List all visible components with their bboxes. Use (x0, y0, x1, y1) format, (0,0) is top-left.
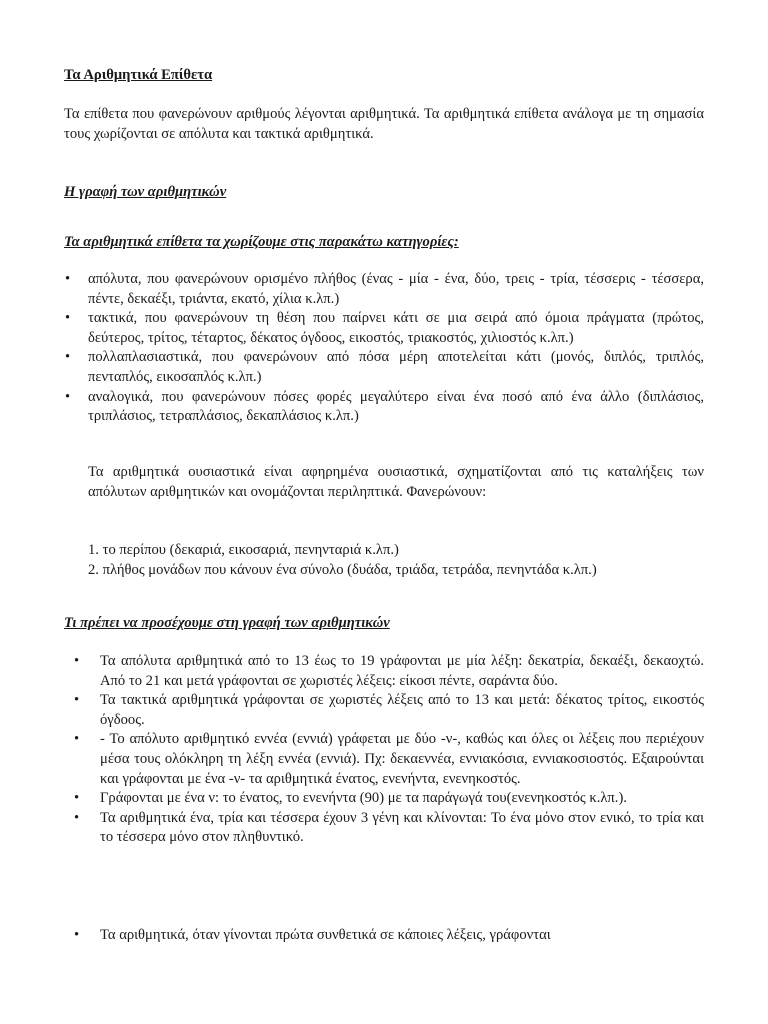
list-item: • Τα τακτικά αριθμητικά γράφονται σε χωριστές λέξεις από το 13 και μετά: δέκατος τρίτος, εικοστός όγδοος. (64, 691, 704, 730)
intro-paragraph: Τα επίθετα που φανερώνουν αριθμούς λέγονται αριθμητικά. Τα αριθμητικά επίθετα ανάλογα με τη σημασία τους χωρίζονται σε απόλυτα και τακτικά αριθμητικά. (64, 106, 704, 142)
nouns-paragraph: Τα αριθμητικά ουσιαστικά είναι αφηρημένα ουσιαστικά, σχηματίζονται από τις καταλήξεις των απόλυτων αριθμητικών και ονομάζονται περιληπτικά. Φανερώνουν: (88, 464, 704, 500)
nouns-list (88, 541, 704, 580)
list-item: • Τα απόλυτα αριθμητικά από το 13 έως το 19 γράφονται με μία λέξη: δεκατρία, δεκαέξι, δεκαοχτώ. Από το 21 και μετά γράφονται σε χωριστές λέξεις: είκοσι πέντε, σαράντα δύο. (64, 652, 704, 691)
rules-list (64, 652, 704, 848)
list-item: • Γράφονται με ένα ν: το ένατος, το ενενήντα (90) με τα παράγωγά του(ενενηκοστός κ.λπ.). (64, 789, 704, 809)
list-item: 2. πλήθος μονάδων που κάνουν ένα σύνολο (δυάδα, τριάδα, τετράδα, πενηντάδα κ.λπ.) (88, 561, 597, 578)
list-item: • Τα αριθμητικά, όταν γίνονται πρώτα συνθετικά σε κάποιες λέξεις, γράφονται (64, 926, 704, 946)
list-item: • τακτικά, που φανερώνουν τη θέση που παίρνει κάτι σε μια σειρά από όμοια πράγματα (πρώτος, δεύτερος, τρίτος, τέταρτος, δέκατος όγδοος, εικοστός, τριακοστός, χιλιοστός κ.λπ.) (64, 309, 704, 348)
heading-writing: Η γραφή των αριθμητικών (64, 184, 227, 200)
categories-list (64, 270, 704, 427)
list-item: • Τα αριθμητικά ένα, τρία και τέσσερα έχουν 3 γένη και κλίνονται: Το ένα μόνο στον ενικό, το τρία και το τέσσερα μόνο στον πληθυντικό. (64, 809, 704, 848)
page-title: Τα Αριθμητικά Επίθετα (64, 67, 213, 83)
list-item: • πολλαπλασιαστικά, που φανερώνουν από πόσα μέρη αποτελείται κάτι (μονός, διπλός, τριπλός, πενταπλός, εικοσαπλός κ.λπ.) (64, 348, 704, 387)
list-item: • - Το απόλυτο αριθμητικό εννέα (εννιά) γράφεται με δύο -ν-, καθώς και όλες οι λέξεις που περιέχουν μέσα τους ολόκληρη τη λέξη εννέα (εννιά). Πχ: δεκαεννέα, εννιακόσια, εννιακοσιοστός. Εξαιρούνται και γράφονται με ένα -ν- τα αριθμητικά ένατος, ενενήντα, ενενηκοστός. (64, 730, 704, 789)
rules-list-continued (64, 926, 704, 946)
list-item: 1. το περίπου (δεκαριά, εικοσαριά, πενηνταριά κ.λπ.) (88, 542, 399, 558)
heading-categories: Τα αριθμητικά επίθετα τα χωρίζουμε στις παρακάτω κατηγορίες: (64, 234, 459, 250)
heading-attention: Τι πρέπει να προσέχουμε στη γραφή των αριθμητικών (64, 615, 390, 631)
list-item: • απόλυτα, που φανερώνουν ορισμένο πλήθος (ένας - μία - ένα, δύο, τρεις - τρία, τέσσερις - τέσσερα, πέντε, δεκαέξι, τριάντα, εκατό, χίλια κ.λπ.) (64, 270, 704, 309)
list-item: • αναλογικά, που φανερώνουν πόσες φορές μεγαλύτερο είναι ένα ποσό από ένα άλλο (διπλάσιος, τριπλάσιος, τετραπλάσιος, δεκαπλάσιος κ.λπ.) (64, 388, 704, 427)
